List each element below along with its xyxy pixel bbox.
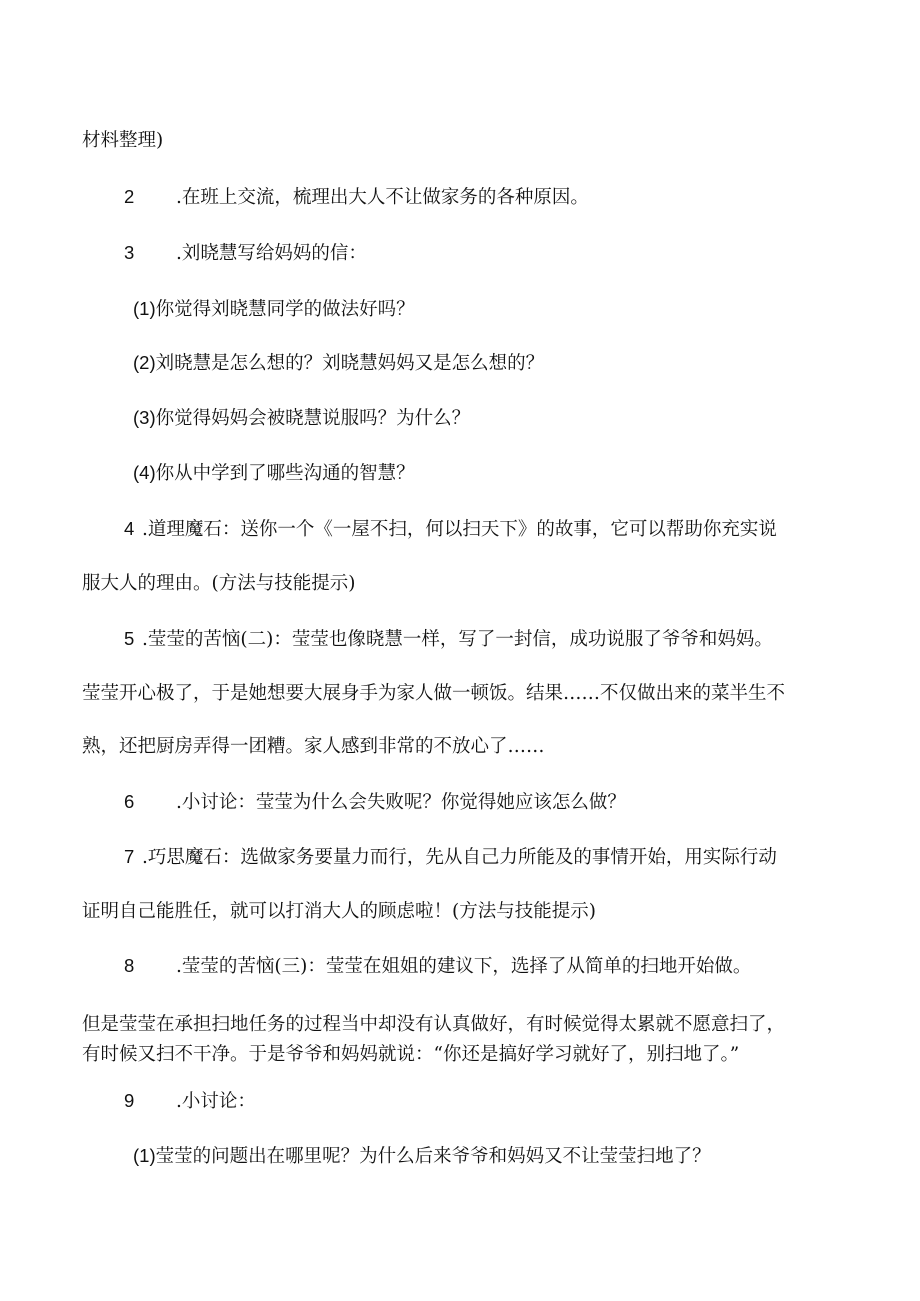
sub-item-number: (3) bbox=[133, 407, 156, 428]
item-text: .在班上交流，梳理出大人不让做家务的各种原因。 bbox=[176, 187, 589, 208]
item-text: .小讨论： bbox=[176, 1091, 256, 1112]
item-number: 8 bbox=[124, 955, 135, 976]
list-item-8 bbox=[124, 953, 751, 980]
list-item-8-continuation: 但是莹莹在承担扫地任务的过程当中却没有认真做好，有时候觉得太累就不愿意扫了， bbox=[82, 1014, 786, 1035]
item-number: 4 bbox=[124, 518, 135, 539]
text-line-continuation: 材料整理) bbox=[82, 130, 164, 151]
list-item-7-continuation: 证明自己能胜任，就可以打消大人的顾虑啦！(方法与技能提示) bbox=[82, 901, 596, 922]
sub-item-text: 刘晓慧是怎么想的？刘晓慧妈妈又是怎么想的？ bbox=[155, 353, 545, 374]
sub-item-9-1 bbox=[133, 1143, 711, 1170]
sub-item-1 bbox=[133, 296, 415, 323]
sub-item-text: 莹莹的问题出在哪里呢？为什么后来爷爷和妈妈又不让莹莹扫地了？ bbox=[155, 1146, 711, 1167]
item-text: .莹莹的苦恼(二)：莹莹也像晓慧一样，写了一封信，成功说服了爷爷和妈妈。 bbox=[142, 629, 773, 650]
sub-item-number: (2) bbox=[133, 352, 156, 373]
list-item-5-continuation: 熟，还把厨房弄得一团糟。家人感到非常的不放心了…… bbox=[82, 736, 545, 757]
sub-item-3 bbox=[133, 405, 470, 432]
sub-item-number: (4) bbox=[133, 462, 156, 483]
list-item-8-continuation: 有时候又扫不干净。于是爷爷和妈妈就说：“你还是搞好学习就好了，别扫地了。” bbox=[82, 1044, 740, 1065]
sub-item-2 bbox=[133, 350, 544, 377]
list-item-3 bbox=[124, 240, 367, 267]
item-text: .道理魔石：送你一个《一屋不扫，何以扫天下》的故事，它可以帮助你充实说 bbox=[142, 519, 777, 540]
item-number: 7 bbox=[124, 846, 135, 867]
item-text: .小讨论：莹莹为什么会失败呢？你觉得她应该怎么做？ bbox=[176, 792, 626, 813]
list-item-9 bbox=[124, 1088, 256, 1115]
sub-item-number: (1) bbox=[133, 1145, 156, 1166]
item-number: 5 bbox=[124, 628, 135, 649]
list-item-4 bbox=[124, 516, 777, 543]
list-item-4-continuation: 服大人的理由。(方法与技能提示) bbox=[82, 573, 356, 594]
sub-item-number: (1) bbox=[133, 298, 156, 319]
item-text: .刘晓慧写给妈妈的信： bbox=[176, 243, 367, 264]
item-number: 9 bbox=[124, 1090, 135, 1111]
list-item-6 bbox=[124, 789, 626, 816]
item-number: 3 bbox=[124, 242, 135, 263]
item-text: .莹莹的苦恼(三)：莹莹在姐姐的建议下，选择了从简单的扫地开始做。 bbox=[176, 956, 752, 977]
sub-item-text: 你觉得妈妈会被晓慧说服吗？为什么？ bbox=[155, 408, 471, 429]
item-number: 2 bbox=[124, 186, 135, 207]
list-item-5-continuation: 莹莹开心极了，于是她想要大展身手为家人做一顿饭。结果……不仅做出来的菜半生不 bbox=[82, 683, 786, 704]
sub-item-text: 你觉得刘晓慧同学的做法好吗？ bbox=[155, 299, 415, 320]
item-text: .巧思魔石：选做家务要量力而行，先从自己力所能及的事情开始，用实际行动 bbox=[142, 847, 777, 868]
sub-item-4 bbox=[133, 460, 415, 487]
list-item-7 bbox=[124, 844, 777, 871]
list-item-2 bbox=[124, 184, 589, 211]
item-number: 6 bbox=[124, 791, 135, 812]
list-item-5 bbox=[124, 626, 773, 653]
sub-item-text: 你从中学到了哪些沟通的智慧？ bbox=[155, 463, 415, 484]
